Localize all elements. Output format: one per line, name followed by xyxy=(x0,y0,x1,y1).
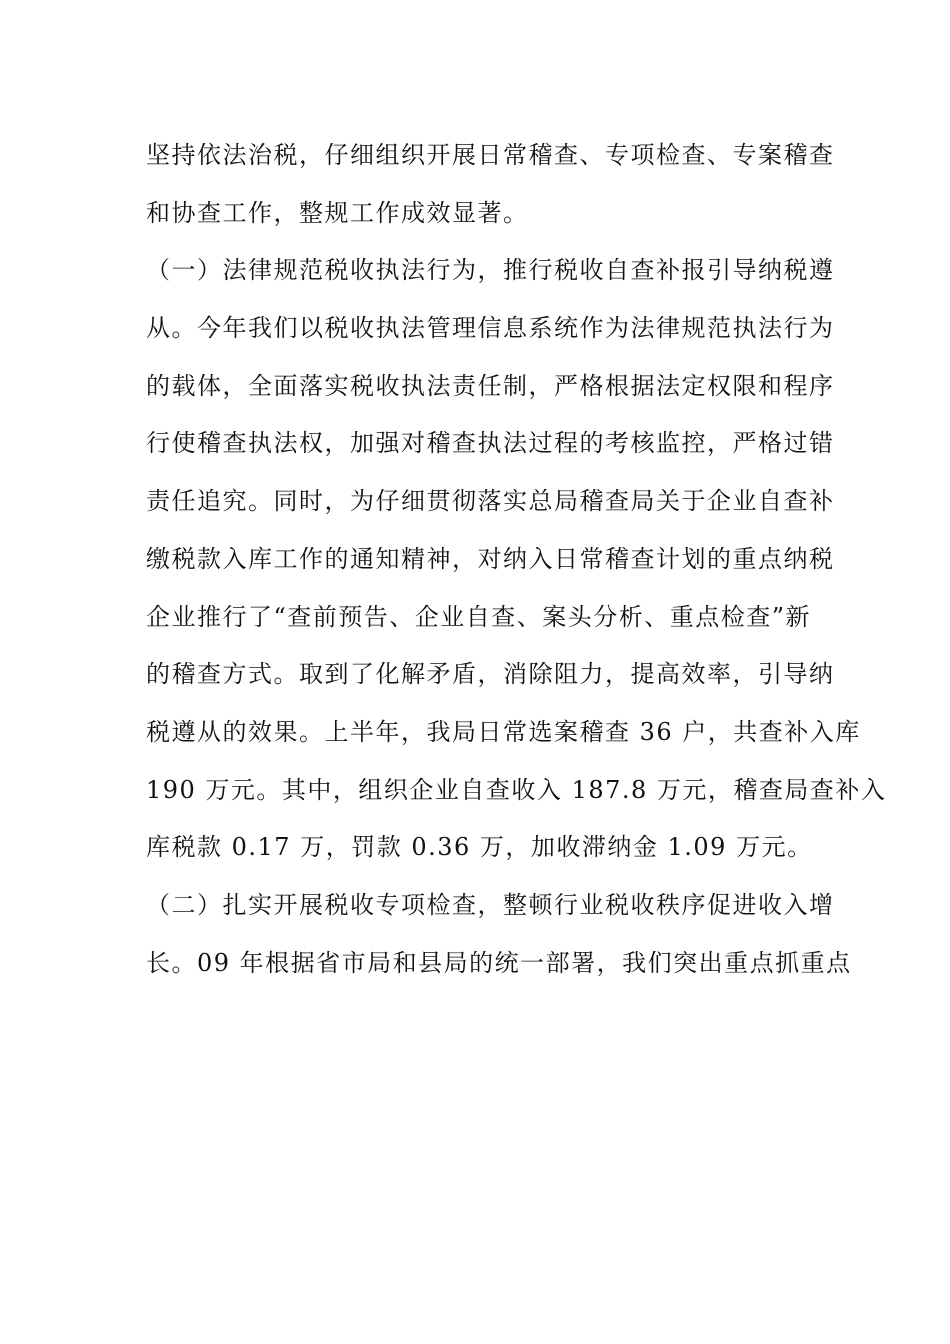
text-line: 190 万元。其中，组织企业自查收入 187.8 万元，稽查局查补入 xyxy=(146,775,887,804)
text-line: 行使稽查执法权，加强对稽查执法过程的考核监控，严格过错 xyxy=(146,429,835,458)
text-line: （一）法律规范税收执法行为，推行税收自查补报引导纳税遵 xyxy=(146,256,835,285)
text-line: 责任追究。同时，为仔细贯彻落实总局稽查局关于企业自查补 xyxy=(146,487,835,516)
body-text xyxy=(146,127,887,992)
text-line: （二）扎实开展税收专项检查，整顿行业税收秩序促进收入增 xyxy=(146,890,835,919)
text-line: 缴税款入库工作的通知精神，对纳入日常稽查计划的重点纳税 xyxy=(146,544,835,573)
text-line: 坚持依法治税，仔细组织开展日常稽查、专项检查、专案稽查 xyxy=(146,141,835,169)
text-line: 从。今年我们以税收执法管理信息系统作为法律规范执法行为 xyxy=(146,314,835,343)
text-line: 的稽查方式。取到了化解矛盾，消除阻力，提高效率，引导纳 xyxy=(146,660,835,689)
text-line: 税遵从的效果。上半年，我局日常选案稽查 36 户，共查补入库 xyxy=(146,717,861,746)
text-line: 企业推行了“查前预告、企业自查、案头分析、重点检查”新 xyxy=(146,602,812,631)
text-line: 的载体，全面落实税收执法责任制，严格根据法定权限和程序 xyxy=(146,371,835,400)
text-line: 长。09 年根据省市局和县局的统一部署，我们突出重点抓重点 xyxy=(146,948,852,977)
text-line: 和协查工作，整规工作成效显著。 xyxy=(146,198,529,227)
text-line: 库税款 0.17 万，罚款 0.36 万，加收滞纳金 1.09 万元。 xyxy=(146,833,813,862)
